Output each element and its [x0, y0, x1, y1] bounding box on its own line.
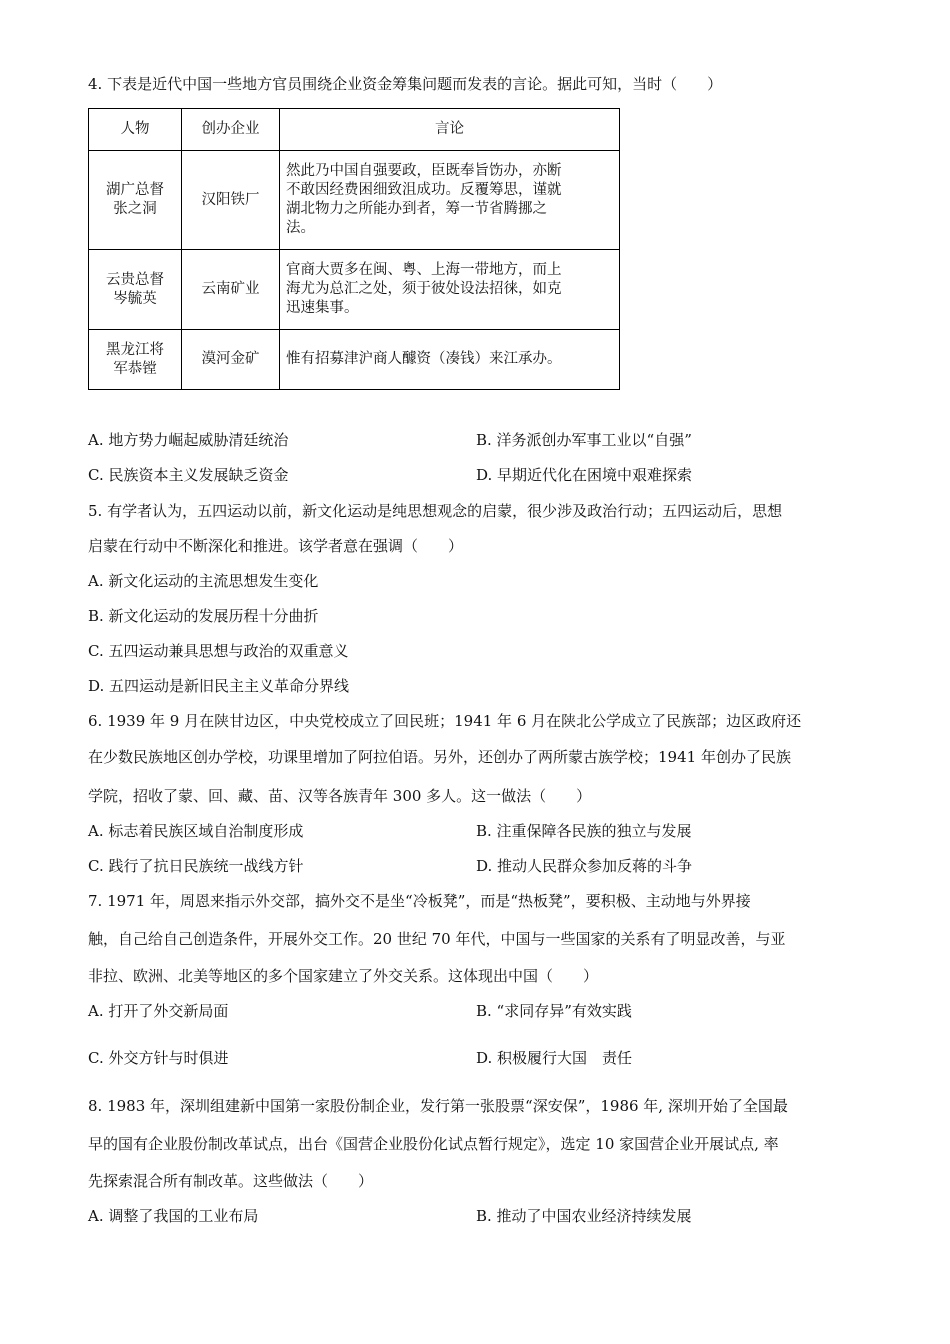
person-line: 军恭镗: [113, 360, 157, 377]
table-row: [89, 151, 620, 250]
q5-option-d[interactable]: D. 五四运动是新旧民主主义革命分界线: [88, 677, 350, 695]
enterprise-cell: 云南矿业: [182, 250, 280, 330]
q6-stem-line-2: 在少数民族地区创办学校，功课里增加了阿拉伯语。另外，还创办了两所蒙古族学校；1941 年创办了民族: [88, 748, 791, 766]
q4-option-a[interactable]: A. 地方势力崛起威胁清廷统治: [88, 431, 289, 449]
person-line: 岑毓英: [113, 290, 157, 307]
q6-option-a[interactable]: A. 标志着民族区域自治制度形成: [88, 822, 304, 840]
q7-stem-line-3: 非拉、欧洲、北美等地区的多个国家建立了外交关系。这体现出中国（ ）: [88, 967, 599, 985]
remark-line: 然此乃中国自强要政，臣既奉旨饬办，亦断: [286, 163, 562, 179]
remark-line: 湖北物力之所能办到者，筹一节省腾挪之: [286, 201, 547, 217]
remark-line: 惟有招募津沪商人醵资（凑钱）来江承办。: [286, 351, 562, 367]
table-row: [89, 330, 620, 390]
q6-option-d[interactable]: D. 推动人民群众参加反蒋的斗争: [476, 857, 693, 875]
q7-option-a[interactable]: A. 打开了外交新局面: [88, 1002, 229, 1020]
person-cell: [89, 151, 182, 250]
person-line: 云贵总督: [106, 271, 164, 288]
q7-stem-line-2: 触，自己给自己创造条件，开展外交工作。20 世纪 70 年代，中国与一些国家的关系有了明显改善，与亚: [88, 930, 786, 948]
q4-option-c[interactable]: C. 民族资本主义发展缺乏资金: [88, 466, 289, 484]
q6-stem-line-1: 6. 1939 年 9 月在陕甘边区，中央党校成立了回民班；1941 年 6 月在陕北公学成立了民族部；边区政府还: [88, 712, 802, 730]
table-header-row: [89, 109, 620, 151]
person-cell: [89, 330, 182, 390]
q6-stem-line-3: 学院，招收了蒙、回、藏、苗、汉等各族青年 300 多人。这一做法（ ）: [88, 787, 592, 805]
header-remark: 言论: [280, 109, 620, 151]
q6-option-b[interactable]: B. 注重保障各民族的独立与发展: [476, 822, 692, 840]
q8-option-b[interactable]: B. 推动了中国农业经济持续发展: [476, 1207, 692, 1225]
remark-line: 法。: [286, 220, 315, 236]
person-line: 张之洞: [113, 201, 157, 217]
q5-stem-line-1: 5. 有学者认为，五四运动以前，新文化运动是纯思想观念的启蒙，很少涉及政治行动；五四运动后，思想: [88, 502, 783, 520]
q8-stem-line-2: 早的国有企业股份制改革试点，出台《国营企业股份化试点暂行规定》，选定 10 家国营企业开展试点, 率: [88, 1135, 779, 1153]
q7-option-b[interactable]: B. “求同存异”有效实践: [476, 1002, 632, 1020]
q7-option-c[interactable]: C. 外交方针与时俱进: [88, 1049, 229, 1067]
enterprise-cell: 漠河金矿: [182, 330, 280, 390]
q5-option-c[interactable]: C. 五四运动兼具思想与政治的双重意义: [88, 642, 349, 660]
person-line: 湖广总督: [106, 182, 164, 198]
q4-option-b[interactable]: B. 洋务派创办军事工业以“自强”: [476, 431, 692, 449]
q4-table: [88, 108, 620, 390]
remark-line: 不敢因经费困细致沮成功。反覆筹思，谨就: [286, 182, 562, 198]
remark-line: 迅速集事。: [286, 300, 359, 316]
remark-cell: [280, 250, 620, 330]
q8-option-a[interactable]: A. 调整了我国的工业布局: [88, 1207, 259, 1225]
q5-option-b[interactable]: B. 新文化运动的发展历程十分曲折: [88, 607, 319, 625]
q6-option-c[interactable]: C. 践行了抗日民族统一战线方针: [88, 857, 304, 875]
q7-stem-line-1: 7. 1971 年，周恩来指示外交部，搞外交不是坐“冷板凳”，而是“热板凳”，要积极、主动地与外界接: [88, 892, 751, 910]
person-cell: [89, 250, 182, 330]
remark-cell: [280, 151, 620, 250]
header-person: 人物: [89, 109, 182, 151]
remark-line: 官商大贾多在闽、粤、上海一带地方，而上: [286, 262, 562, 278]
q8-stem-line-3: 先探索混合所有制改革。这些做法（ ）: [88, 1172, 374, 1190]
q7-option-d[interactable]: D. 积极履行大国 责任: [476, 1049, 633, 1067]
q5-option-a[interactable]: A. 新文化运动的主流思想发生变化: [88, 572, 319, 590]
q4-option-d[interactable]: D. 早期近代化在困境中艰难探索: [476, 466, 693, 484]
q5-stem-line-2: 启蒙在行动中不断深化和推进。该学者意在强调（ ）: [88, 537, 464, 555]
enterprise-cell: 汉阳铁厂: [182, 151, 280, 250]
remark-line: 海尤为总汇之处，须于彼处设法招徕，如克: [286, 281, 562, 297]
person-line: 黑龙江将: [106, 341, 164, 358]
q8-stem-line-1: 8. 1983 年，深圳组建新中国第一家股份制企业，发行第一张股票“深安保”，1986 年, 深圳开始了全国最: [88, 1097, 788, 1115]
table-row: [89, 250, 620, 330]
remark-cell: [280, 330, 620, 390]
q4-stem: 4. 下表是近代中国一些地方官员围绕企业资金筹集问题而发表的言论。据此可知，当时（ ）: [88, 75, 723, 93]
header-enterprise: 创办企业: [182, 109, 280, 151]
